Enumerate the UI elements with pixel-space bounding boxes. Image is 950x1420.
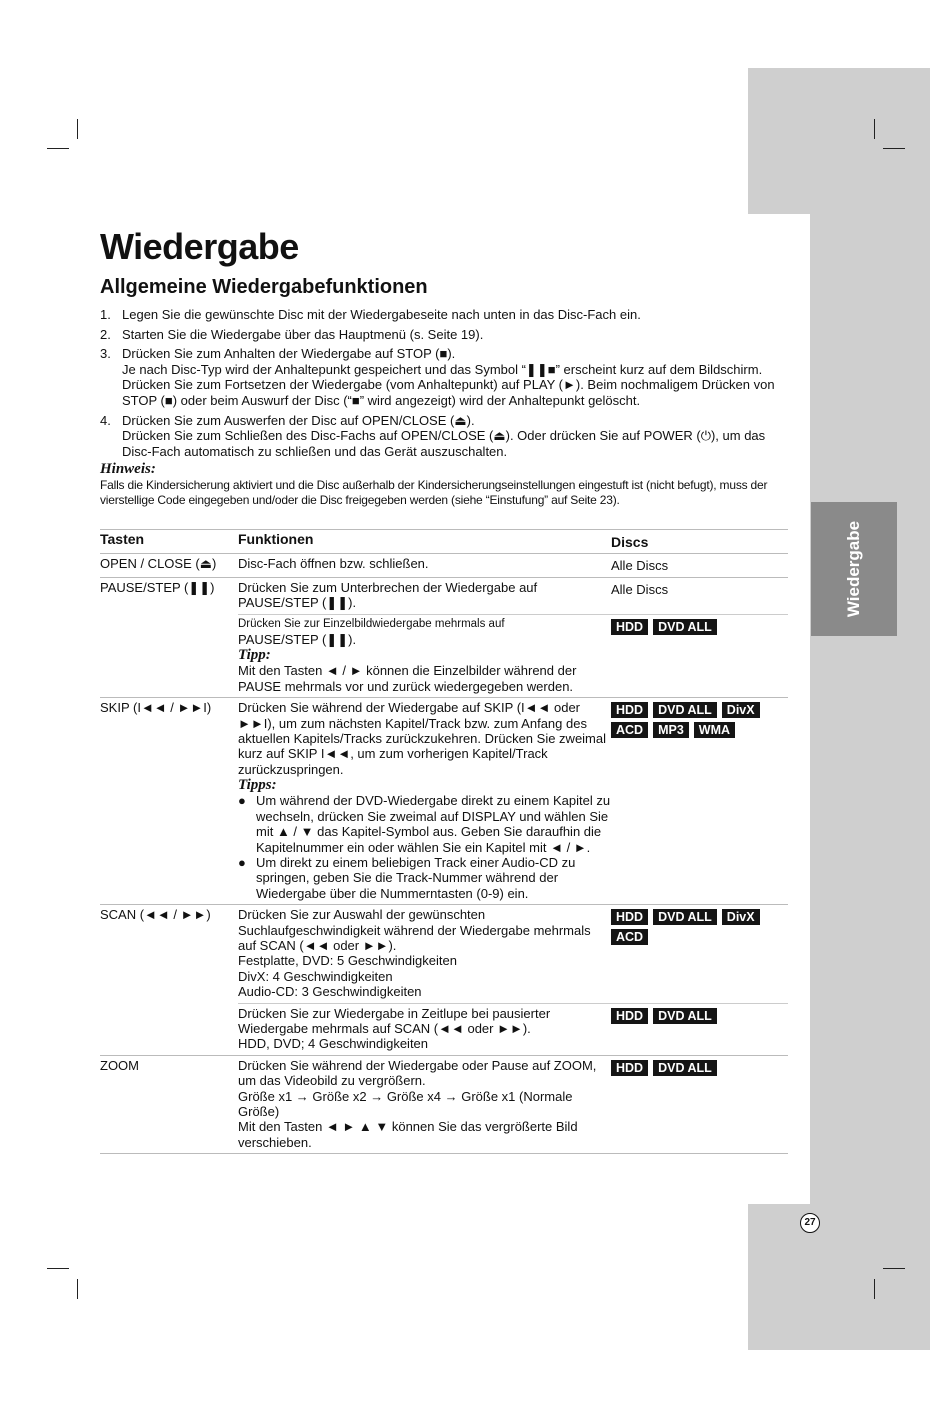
step-number: 1. [100,307,111,322]
section-tab-label: Wiedergabe [844,520,863,618]
bullet-icon: ● [238,793,246,809]
step-text: Drücken Sie zum Auswerfen der Disc auf OPEN/CLOSE (⏏). [122,412,475,428]
disc-badge: WMA [694,722,735,738]
tip-heading: Tipp: [238,647,271,664]
crop-mark [77,1279,78,1299]
step-text: Je nach Disc-Typ wird der Anhaltepunkt gespeichert und das Symbol “❚❚■” erscheint kurz auf dem Bildschirm. Drücken Sie zum Fortsetzen der Wiedergabe (vom Anhaltepunkt) auf PLAY (►). Beim nochmaligem Drücken von STOP (■) oder beim Auswurf der Disc (“■” wird angezeigt) wird der Anhaltepunkt gelöscht. [122,361,775,408]
function-cell [238,698,611,904]
tips-heading: Tipps: [238,777,277,794]
step-text: Legen Sie die gewünschte Disc mit der Wiedergabeseite nach unten in das Disc-Fach ein. [122,307,641,322]
disc-badge: ACD [611,722,648,738]
list-item [100,346,790,408]
key-cell: PAUSE/STEP (❚❚) [100,579,215,595]
table-row [100,554,788,577]
list-item [100,413,790,460]
function-cell: Disc-Fach öffnen bzw. schließen. [238,556,429,572]
step-text: Starten Sie die Wiedergabe über das Hauptmenü (s. Seite 19). [122,326,484,342]
crop-mark [883,148,905,149]
table-row [100,1056,788,1154]
header-discs: Discs [611,534,649,550]
note-box [100,461,790,508]
function-text: Drücken Sie zur Einzelbildwiedergabe mehrmals auf [238,617,505,630]
list-item [100,307,790,323]
discs-cell [611,1004,788,1055]
bullet-item [238,793,611,855]
function-text: PAUSE/STEP (❚❚). [238,632,357,648]
bullet-text: Um direkt zu einem beliebigen Track einer Audio-CD zu springen, geben Sie die Track-Nummer während der Wiedergabe über die Nummerntasten (0-9) ein. [256,854,576,901]
function-text: Größe x1 → Größe x2 → Größe x4 → Größe x1 (Normale Größe) [238,1088,573,1119]
disc-badge: DVD ALL [653,909,717,925]
functions-table [100,529,788,1154]
key-cell: SKIP (I◄◄ / ►►I) [100,700,212,716]
key-cell: SCAN (◄◄ / ►►) [100,907,211,923]
steps-list [100,307,790,463]
function-cell [238,1004,611,1055]
disc-badge: DivX [722,909,760,925]
table-row [100,905,788,1056]
disc-badge: DVD ALL [653,619,717,635]
section-tab [811,502,897,636]
function-text: Festplatte, DVD: 5 Geschwindigkeiten [238,953,457,969]
function-text: HDD, DVD; 4 Geschwindigkeiten [238,1036,429,1052]
page-number: 27 [800,1213,820,1233]
disc-badge: HDD [611,619,648,635]
table-row [100,698,788,905]
key-cell: ZOOM [100,1057,139,1073]
header-keys: Tasten [100,531,145,547]
page-title: Wiedergabe [100,226,299,267]
disc-badge: DVD ALL [653,702,717,718]
discs-cell [611,905,788,1002]
table-header [100,530,788,554]
side-band-top [748,68,930,214]
discs-cell: Alle Discs [611,558,669,574]
section-heading: Allgemeine Wiedergabefunktionen [100,276,428,298]
note-heading: Hinweis: [100,461,156,477]
step-number: 3. [100,346,111,362]
disc-badge: HDD [611,1008,648,1024]
note-text: Falls die Kindersicherung aktiviert und die Disc außerhalb der Kindersicherungseinstellungen eingestuft ist (nicht befugt), muss der vierstellige Code eingegeben und/oder die Disc freigegeben werden (siehe “Einstufung” auf Seite 23). [100,478,768,507]
key-cell: OPEN / CLOSE (⏏) [100,556,217,572]
tip-text: Mit den Tasten ◄ / ► können die Einzelbilder während der PAUSE mehrmals vor und zurück wiedergegeben werden. [238,663,577,694]
side-band-bottom [748,1204,930,1350]
function-cell [238,905,611,1002]
function-text: Drücken Sie während der Wiedergabe auf SKIP (I◄◄ oder ►►I), um zum nächsten Kapitel/Track bzw. zum Anfang des aktuellen Kapitels/Tracks zurückzukehren. Drücken Sie zweimal kurz auf SKIP I◄◄, um zum vorherigen Kapitel/Track zurückzuspringen. [238,700,607,777]
crop-mark [47,148,69,149]
function-text: DivX: 4 Geschwindigkeiten [238,968,393,984]
disc-badge: DVD ALL [653,1008,717,1024]
disc-badge: MP3 [653,722,689,738]
function-text: Audio-CD: 3 Geschwindigkeiten [238,984,422,1000]
crop-mark [77,119,78,139]
list-item [100,327,790,343]
disc-badge: ACD [611,929,648,945]
step-number: 2. [100,326,111,342]
function-text: Mit den Tasten ◄ ► ▲ ▼ können Sie das vergrößerte Bild verschieben. [238,1119,578,1150]
bullet-text: Um während der DVD-Wiedergabe direkt zu einem Kapitel zu wechseln, drücken Sie zweimal auf DISPLAY und wählen Sie mit ▲ / ▼ das Kapitel-Symbol aus. Geben Sie daraufhin die Kapitelnummer ein oder wählen Sie ein Kapitel mit ◄ / ►. [256,793,611,855]
step-text: Drücken Sie zum Anhalten der Wiedergabe auf STOP (■). [122,346,456,362]
side-band [810,214,930,1204]
table-row [100,578,788,698]
header-functions: Funktionen [238,531,314,547]
crop-mark [874,1279,875,1299]
discs-cell [611,615,788,698]
disc-badge: HDD [611,1060,648,1076]
bullet-item [238,855,611,901]
disc-badge: DVD ALL [653,1060,717,1076]
disc-badge: HDD [611,702,648,718]
function-text: Drücken Sie zur Auswahl der gewünschten Suchlaufgeschwindigkeit während der Wiedergabe mehrmals auf SCAN (◄◄ oder ►►). [238,907,591,953]
step-text: Drücken Sie zum Schließen des Disc-Fachs auf OPEN/CLOSE (⏏). Oder drücken Sie auf POWER (⏻), um das Disc-Fach automatisch zu schließen und das Gerät auszuschalten. [122,428,766,459]
function-text: Drücken Sie während der Wiedergabe oder Pause auf ZOOM, um das Videobild zu vergrößern. [238,1057,597,1089]
disc-badge: HDD [611,909,648,925]
disc-badge: DivX [722,702,760,718]
function-cell [238,615,611,698]
function-text: Drücken Sie zur Wiedergabe in Zeitlupe bei pausierter Wiedergabe mehrmals auf SCAN (◄◄ oder ►►). [238,1005,551,1036]
function-cell: Drücken Sie zum Unterbrechen der Wiedergabe auf PAUSE/STEP (❚❚). [238,579,538,611]
bullet-icon: ● [238,854,246,870]
discs-cell [611,698,788,904]
function-cell [238,1056,611,1153]
discs-cell [611,1056,788,1153]
crop-mark [874,119,875,139]
crop-mark [883,1268,905,1269]
crop-mark [47,1268,69,1269]
step-number: 4. [100,412,111,428]
discs-cell: Alle Discs [611,581,669,597]
